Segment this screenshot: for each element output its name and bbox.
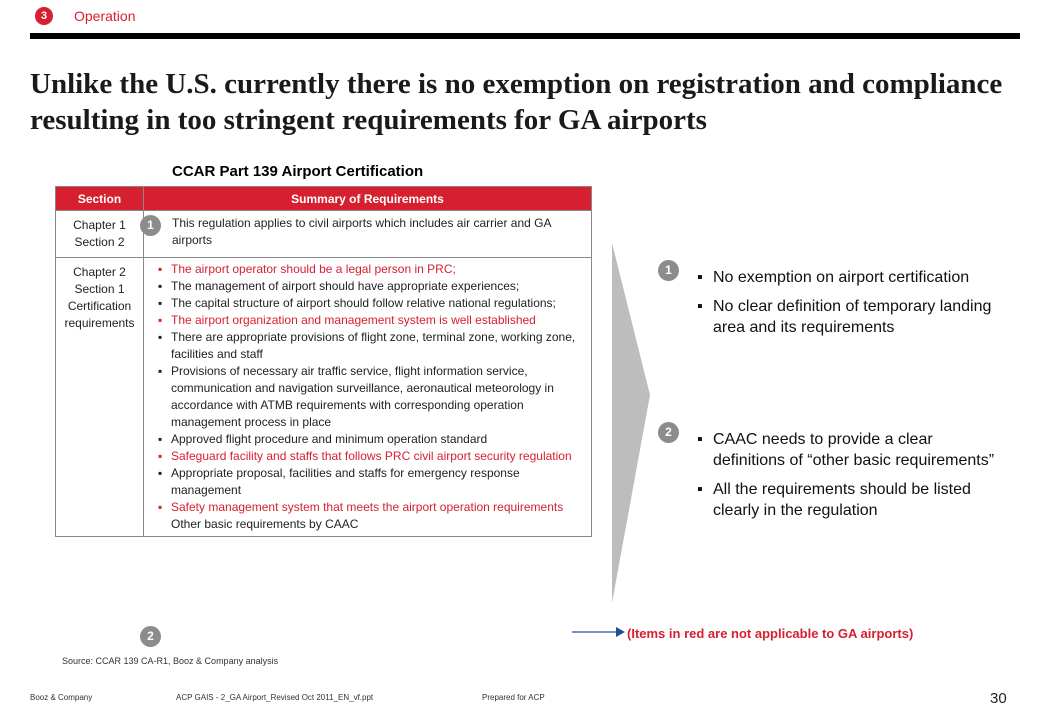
section-line: Chapter 2 [73, 265, 126, 279]
finding-item: ▪ No clear definition of temporary landing area and its requirements [697, 296, 997, 338]
summary-cell [144, 211, 592, 258]
findings-list-1 [697, 267, 997, 346]
footer-company: Booz & Company [30, 693, 93, 702]
list-item: ▪ Safety management system that meets the airport operation requirements [158, 499, 585, 516]
table-row [56, 258, 592, 537]
marker-2-findings: 2 [658, 422, 679, 443]
finding-item: ▪ CAAC needs to provide a clear definitions of “other basic requirements” [697, 429, 997, 471]
table-row [56, 211, 592, 258]
section-line: Section 2 [74, 235, 125, 249]
marker-1-table: 1 [140, 215, 161, 236]
section-line: requirements [64, 316, 135, 330]
list-item: ▪ Approved flight procedure and minimum operation standard [158, 431, 585, 448]
section-cell [56, 211, 144, 258]
section-number-badge: 3 [35, 7, 53, 25]
summary-cell [144, 258, 592, 537]
table-header-row [56, 187, 592, 211]
footer-filename: ACP GAIS - 2_GA Airport_Revised Oct 2011_EN_vf.ppt [176, 693, 374, 702]
page-title: Unlike the U.S. currently there is no exemption on registration and compliance resulting in too stringent requirements for GA airports [30, 68, 1003, 136]
finding-item: ▪ All the requirements should be listed clearly in the regulation [697, 479, 997, 521]
column-header-section: Section [56, 187, 144, 211]
arrow-right-icon [572, 625, 626, 639]
header-rule [30, 33, 1020, 39]
requirements-table [55, 186, 592, 537]
section-cell [56, 258, 144, 537]
finding-item: ▪ No exemption on airport certification [697, 267, 997, 288]
section-label: Operation [74, 8, 136, 24]
red-items-note: (Items in red are not applicable to GA airports) [627, 626, 914, 641]
list-item: ▪ Appropriate proposal, facilities and staffs for emergency response management [158, 465, 585, 499]
marker-1-findings: 1 [658, 260, 679, 281]
chevron-arrow-icon [612, 243, 652, 603]
list-item: ▪ There are appropriate provisions of flight zone, terminal zone, working zone, facilities and staff [158, 329, 585, 363]
table-title: CCAR Part 139 Airport Certification [172, 163, 424, 180]
requirements-list [158, 261, 585, 516]
list-item: ▪ The airport organization and management system is well established [158, 312, 585, 329]
findings-list-2 [697, 429, 997, 529]
section-line: Certification [67, 299, 132, 313]
list-item: ▪ Provisions of necessary air traffic service, flight information service, communication and navigation surveillance, aeronautical meteorology in accordance with ATMB requirements with corresponding operation management process in place [158, 363, 585, 431]
source-note: Source: CCAR 139 CA-R1, Booz & Company analysis [62, 656, 279, 666]
marker-2-table: 2 [140, 626, 161, 647]
list-item: ▪ The capital structure of airport should follow relative national regulations; [158, 295, 585, 312]
footer-prepared: Prepared for ACP [482, 693, 545, 702]
section-line: Section 1 [74, 282, 125, 296]
last-requirement: Other basic requirements by CAAC [171, 517, 359, 531]
list-item: ▪ Safeguard facility and staffs that follows PRC civil airport security regulation [158, 448, 585, 465]
summary-text: This regulation applies to civil airports which includes air carrier and GA airports [172, 216, 551, 247]
page-number: 30 [990, 690, 1007, 707]
list-item: ▪ The management of airport should have appropriate experiences; [158, 278, 585, 295]
list-item: ▪ The airport operator should be a legal person in PRC; [158, 261, 585, 278]
section-line: Chapter 1 [73, 218, 126, 232]
column-header-summary: Summary of Requirements [144, 187, 592, 211]
